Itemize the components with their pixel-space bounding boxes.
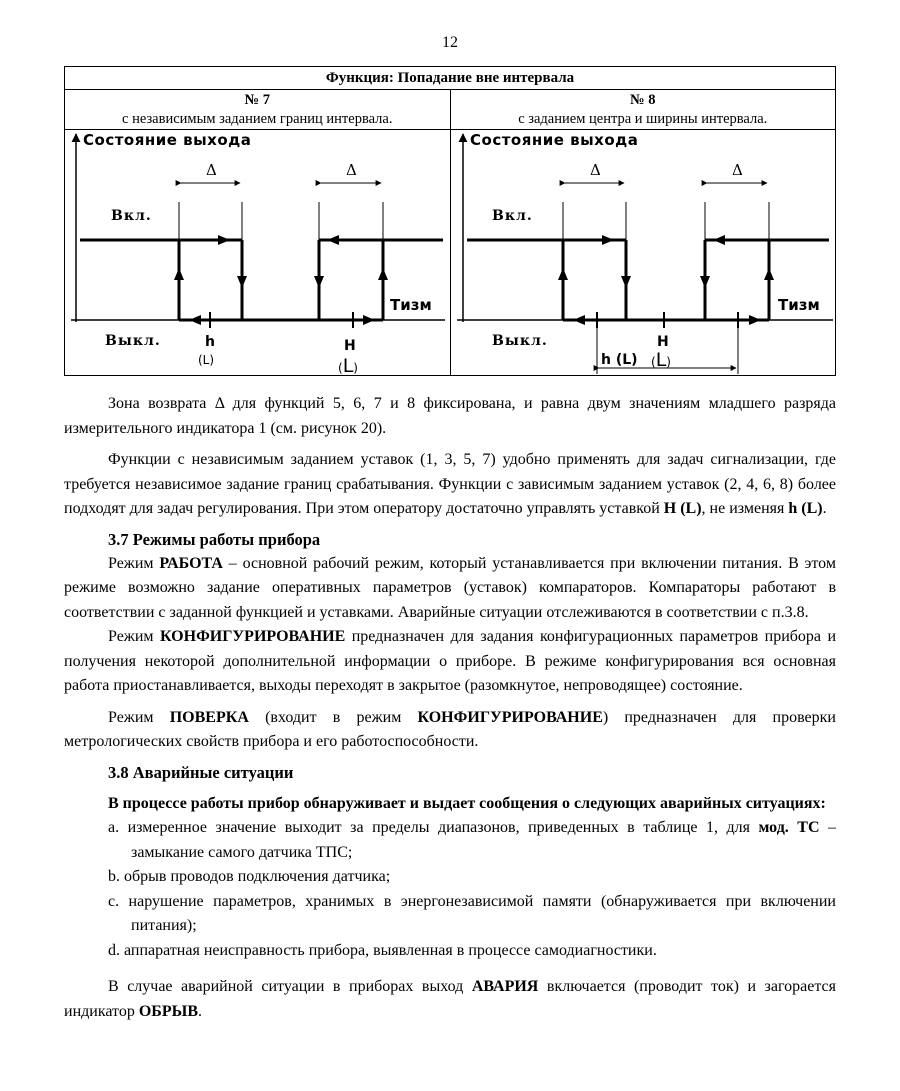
function-7-diagram [65,130,449,374]
H-label: H [656,334,669,350]
alarm-item-b: b. обрыв проводов подключения датчика; [108,868,391,885]
function-8-description: с заданием центра и ширины интервала. [518,111,768,127]
return-zone-paragraph: Зона возврата Δ для функций 5, 6, 7 и 8 фиксирована, и равна двум значениям младшего разряда измерительного индикатора 1 (см. рисунок 20). [64,395,836,437]
alarm-output-paragraph: В случае аварийной ситуации в приборах выход АВАРИЯ включается (проводит ток) и загорается индикатор ОБРЫВ. [64,978,836,1020]
alarm-list [64,816,836,963]
hL-label: h (L) [600,352,638,368]
function-8-cell [450,90,836,376]
function-table-title: Функция: Попадание вне интервала [65,67,835,90]
alarm-lead-paragraph: В процессе работы прибор обнаруживает и выдает сообщения о следующих аварийных ситуациях: [108,794,826,812]
delta-left-label: Δ [589,161,601,179]
measured-value-label: Тизм [777,296,820,314]
functions-paragraph: Функции с независимым заданием уставок (1, 3, 5, 7) удобно применять для задач сигнализации, где требуется независимое задание границ срабатывания. Функции с зависимым заданием уставок (2, 4, 6, 8) более подходят для задач регулирования. При этом оператору достаточно управлять уставкой H (L), не изменяя h (L). [64,451,836,517]
L-label: (L) [338,355,358,374]
section-3-8-heading: 3.8 Аварийные ситуации [108,762,294,782]
output-state-label: Состояние выхода [469,131,638,149]
on-label: Вкл. [111,208,152,224]
function-8-number: № 8 [630,92,656,108]
on-label: Вкл. [491,208,533,224]
mode-check-paragraph: Режим ПОВЕРКА (входит в режим КОНФИГУРИРОВАНИЕ) предназначен для проверки метрологических свойств прибора и его работоспособности. [64,708,836,750]
delta-right-label: Δ [346,161,357,179]
function-7-description: с независимым заданием границ интервала. [122,111,393,127]
output-state-label: Состояние выхода [83,131,252,149]
alarm-item-c: c. нарушение параметров, хранимых в энергонезависимой памяти (обнаруживается при включении питания); [108,892,836,934]
measured-value-label: Тизм [390,296,432,314]
function-table [64,66,836,376]
h-sub-label: (L) [198,353,215,367]
mode-work-paragraph: Режим РАБОТА – основной рабочий режим, который устанавливается при включении питания. В этом режиме возможно задание оперативных параметров (уставок) компараторов. Компараторы работают в соответствии с заданной функцией и уставками. Аварийные ситуации отслеживаются в соответствии с п.3.8. [64,554,837,621]
body-text [64,392,836,1024]
delta-left-label: Δ [206,161,217,179]
off-label: Выкл. [491,333,548,349]
function-8-diagram [451,130,837,374]
alarm-item-a: a. измеренное значение выходит за пределы диапазонов, приведенных в таблице 1, для мод. ТС – замыкание самого датчика ТПС; [108,819,837,861]
H-label: H [344,338,356,354]
alarm-item-d: d. аппаратная неисправность прибора, выявленная в процессе самодиагностики. [108,941,657,959]
L-label: (L) [650,349,671,371]
h-label: h [205,334,215,350]
function-7-cell [65,90,450,376]
delta-right-label: Δ [731,161,743,179]
page-number: 12 [442,34,458,51]
function-7-number: № 7 [244,92,270,108]
output-curve [467,240,829,320]
mode-config-paragraph: Режим КОНФИГУРИРОВАНИЕ предназначен для задания конфигурационных параметров прибора и получения некоторой дополнительной информации о приборе. В режиме конфигурирования вся основная работа приостанавливается, выходы переходят в закрытое (разомкнутое, непроводящее) состояние. [64,628,837,694]
off-label: Выкл. [105,333,161,349]
section-3-7-heading: 3.7 Режимы работы прибора [108,529,321,549]
